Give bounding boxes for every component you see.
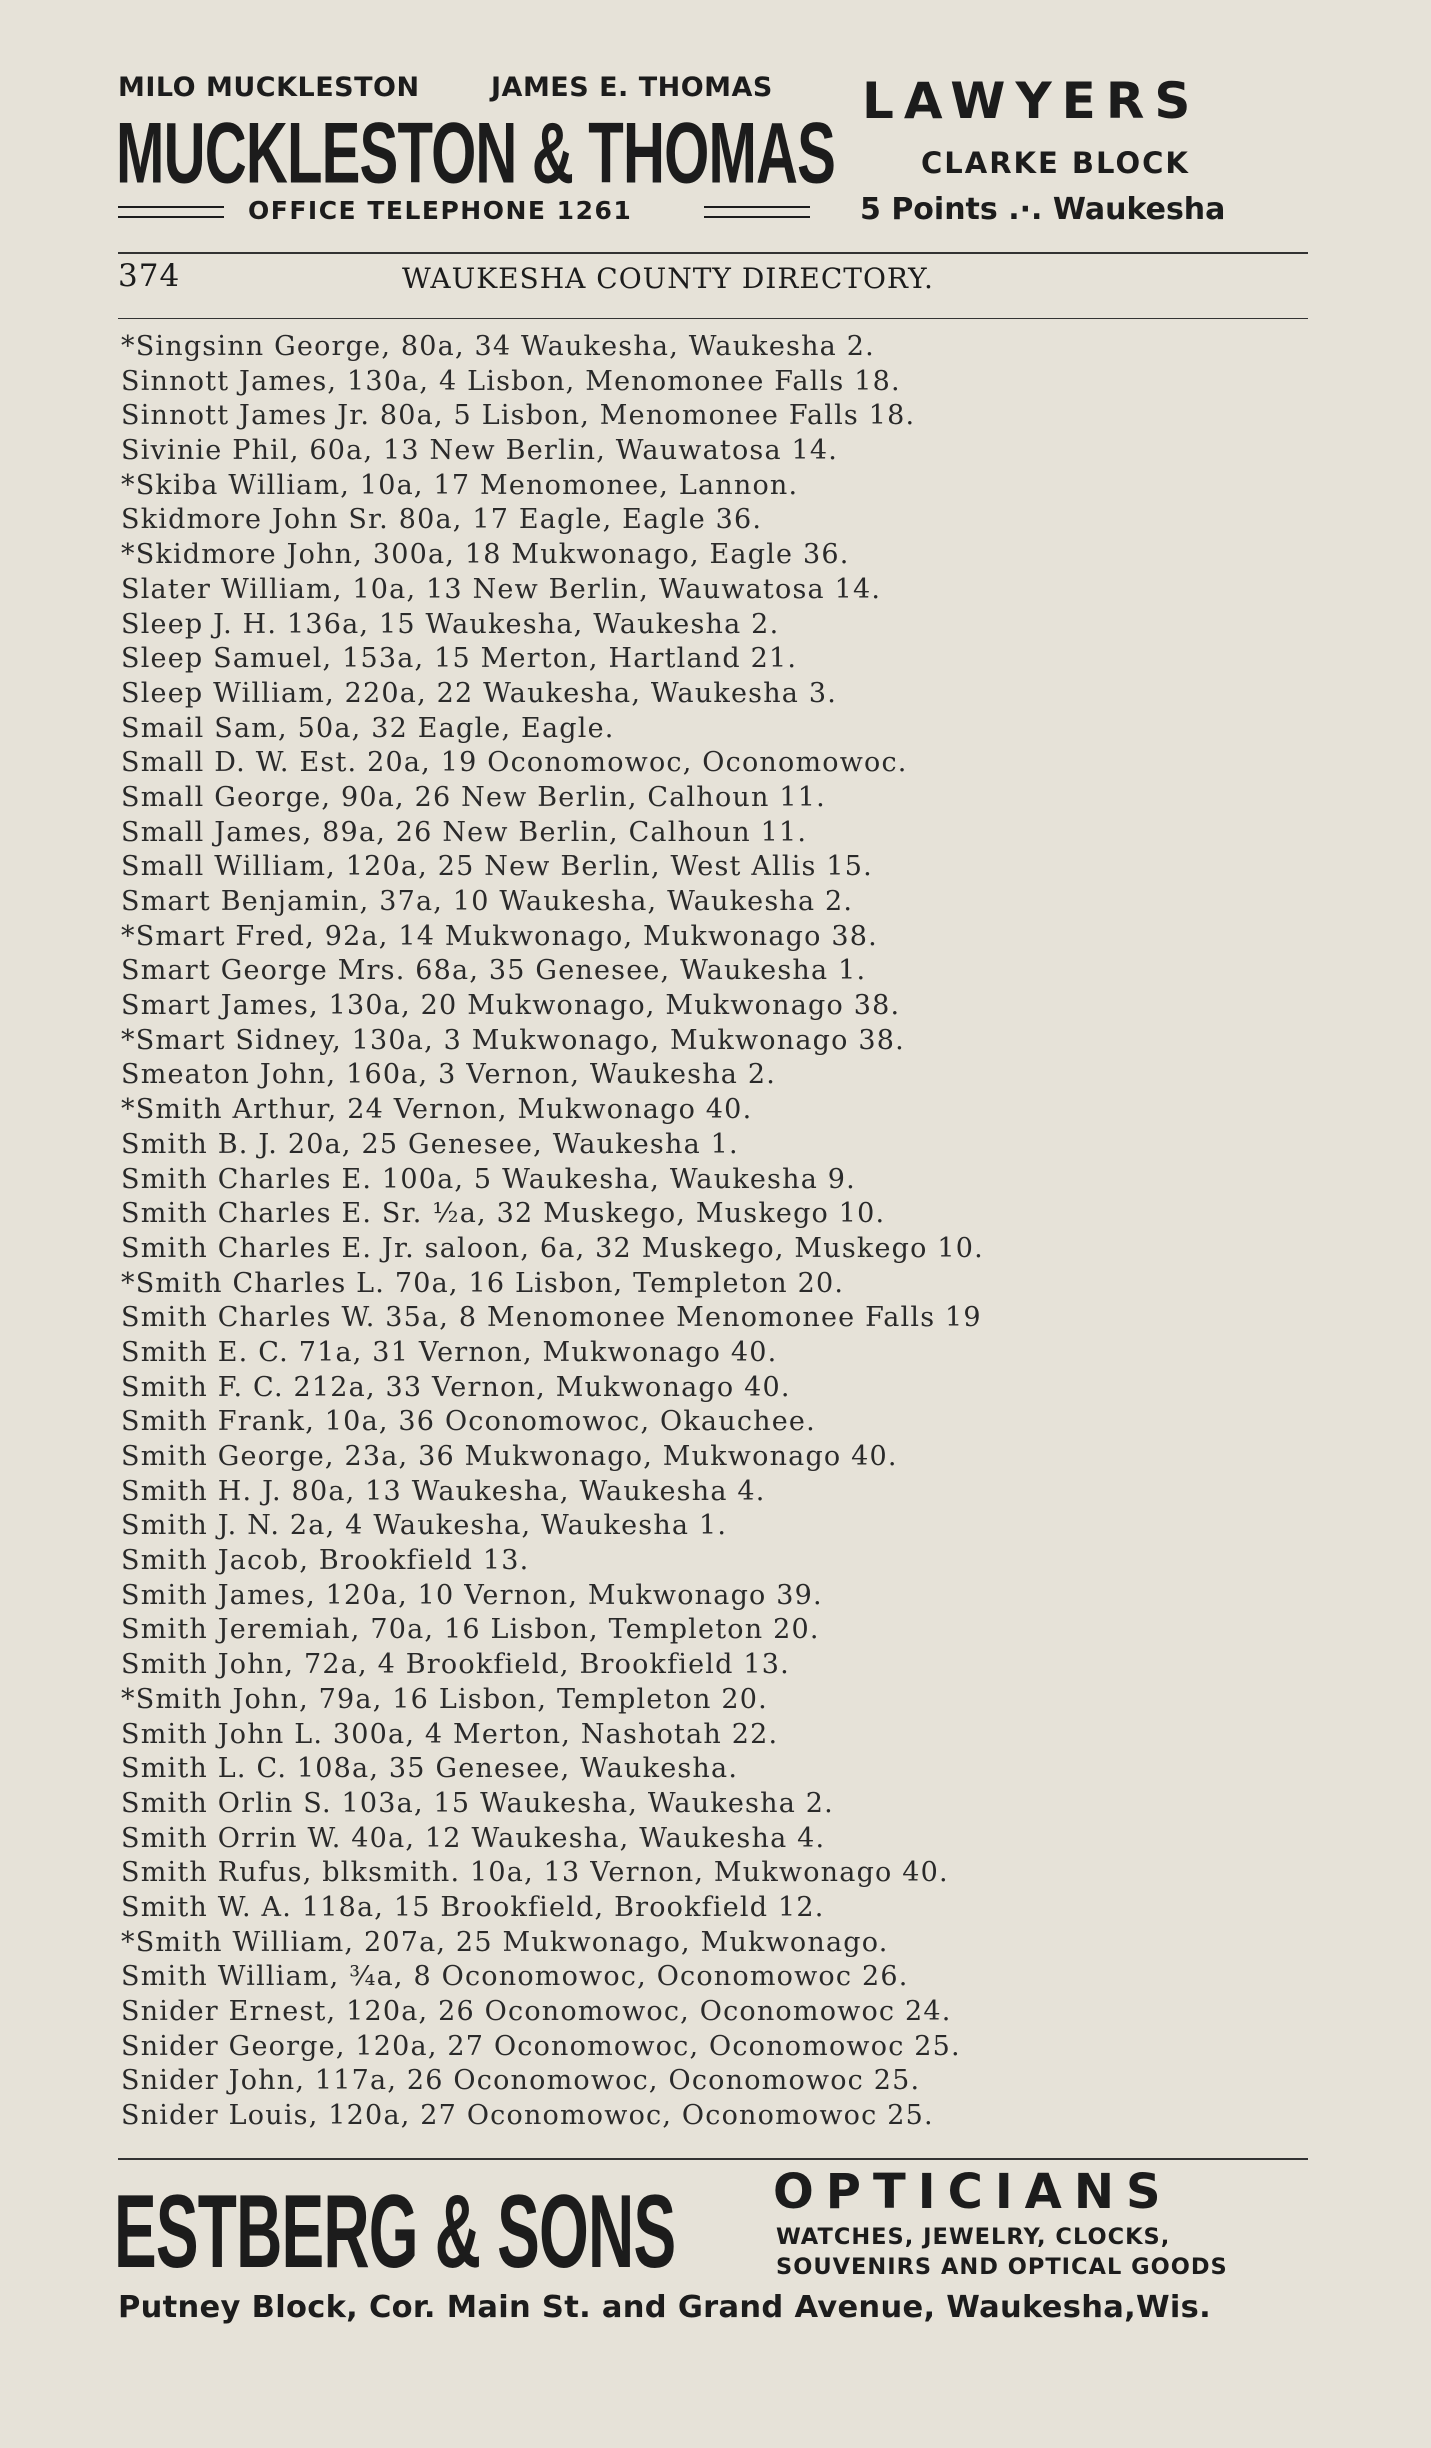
- directory-entry: *Smith William, 207a, 25 Mukwonago, Mukwonago.: [121, 1926, 889, 1958]
- directory-entry: Smart James, 130a, 20 Mukwonago, Mukwonago 38.: [121, 990, 901, 1022]
- directory-entry: Smith Orlin S. 103a, 15 Waukesha, Waukesha 2.: [121, 1787, 834, 1819]
- header-rule-bottom: [118, 318, 1308, 319]
- page-number: 374: [118, 258, 181, 294]
- directory-entry: Sinnott James Jr. 80a, 5 Lisbon, Menomonee Falls 18.: [121, 400, 916, 432]
- directory-entry: Sinnott James, 130a, 4 Lisbon, Menomonee Falls 18.: [121, 365, 901, 397]
- directory-entry: Smith Charles E. 100a, 5 Waukesha, Waukesha 9.: [121, 1163, 856, 1195]
- directory-entry: *Smart Fred, 92a, 14 Mukwonago, Mukwonago 38.: [121, 920, 878, 952]
- directory-entry: Smith F. C. 212a, 33 Vernon, Mukwonago 40.: [121, 1371, 791, 1403]
- directory-entry: Smith John L. 300a, 4 Merton, Nashotah 22.: [121, 1718, 779, 1750]
- directory-entry: Small James, 89a, 26 New Berlin, Calhoun 11.: [121, 816, 808, 848]
- directory-entry: Smith H. J. 80a, 13 Waukesha, Waukesha 4.: [121, 1475, 766, 1507]
- directory-title: WAUKESHA COUNTY DIRECTORY.: [402, 262, 934, 295]
- directory-entry: Smith John, 72a, 4 Brookfield, Brookfield 13.: [121, 1649, 790, 1681]
- running-header: [118, 258, 1308, 308]
- directory-entry: *Smith John, 79a, 16 Lisbon, Templeton 20.: [121, 1683, 768, 1715]
- directory-entry: Smith Orrin W. 40a, 12 Waukesha, Waukesha 4.: [121, 1822, 826, 1854]
- directory-entry: *Smart Sidney, 130a, 3 Mukwonago, Mukwonago 38.: [121, 1024, 905, 1056]
- double-rule-left: [118, 206, 224, 218]
- directory-entry: Small William, 120a, 25 New Berlin, West Allis 15.: [121, 851, 873, 883]
- directory-entry: Smith Jacob, Brookfield 13.: [121, 1545, 530, 1577]
- directory-entry: Smith Charles W. 35a, 8 Menomonee Menomonee Falls 19: [121, 1302, 982, 1334]
- directory-entry: Smith L. C. 108a, 35 Genesee, Waukesha.: [121, 1753, 739, 1785]
- opticians-advertisement: [114, 2164, 1318, 2342]
- directory-entry: Snider Ernest, 120a, 26 Oconomowoc, Oconomowoc 24.: [121, 1996, 952, 2027]
- partner-name: MILO MUCKLESTON: [118, 72, 420, 103]
- directory-entry: Smith James, 120a, 10 Vernon, Mukwonago 39.: [121, 1579, 823, 1611]
- directory-entry: Smith Frank, 10a, 36 Oconomowoc, Okauchee.: [121, 1406, 816, 1438]
- directory-entry: Smith Jeremiah, 70a, 16 Lisbon, Templeton 20.: [121, 1614, 820, 1646]
- partner-name: JAMES E. THOMAS: [491, 72, 773, 103]
- directory-entry: Smith B. J. 20a, 25 Genesee, Waukesha 1.: [121, 1128, 739, 1160]
- directory-entry: Smart Benjamin, 37a, 10 Waukesha, Waukesha 2.: [121, 886, 854, 917]
- goods-line: SOUVENIRS AND OPTICAL GOODS: [776, 2254, 1228, 2280]
- directory-listing: [121, 330, 1321, 2134]
- directory-entry: Sivinie Phil, 60a, 13 New Berlin, Wauwatosa 14.: [121, 435, 839, 467]
- directory-entry: Slater William, 10a, 13 New Berlin, Wauwatosa 14.: [121, 573, 882, 605]
- optician-profession: OPTICIANS: [773, 2164, 1173, 2220]
- lawyers-advertisement: [118, 68, 1318, 238]
- directory-entry: Smith Charles E. Jr. saloon, 6a, 32 Muskego, Muskego 10.: [121, 1232, 984, 1264]
- directory-entry: Snider George, 120a, 27 Oconomowoc, Oconomowoc 25.: [121, 2030, 961, 2062]
- directory-entry: Smith Charles E. Sr. ½a, 32 Muskego, Muskego 10.: [121, 1198, 886, 1230]
- law-firm-name: MUCKLESTON & THOMAS: [116, 105, 836, 202]
- telephone-line: [118, 196, 808, 236]
- directory-entry: Snider Louis, 120a, 27 Oconomowoc, Oconomowoc 25.: [121, 2100, 934, 2132]
- partner-names: [118, 72, 808, 103]
- profession-heading: LAWYERS: [862, 72, 1201, 130]
- directory-entry: Snider John, 117a, 26 Oconomowoc, Oconomowoc 25.: [121, 2065, 921, 2097]
- optician-address: Putney Block, Cor. Main St. and Grand Avenue, Waukesha,Wis.: [118, 2290, 1212, 2325]
- double-rule-right: [704, 206, 810, 218]
- directory-entry: Smith William, ¾a, 8 Oconomowoc, Oconomowoc 26.: [121, 1961, 909, 1993]
- office-location: 5 Points .·. Waukesha: [860, 192, 1226, 227]
- directory-entry: Smith E. C. 71a, 31 Vernon, Mukwonago 40.: [121, 1336, 778, 1368]
- directory-entry: Smith W. A. 118a, 15 Brookfield, Brookfield 12.: [121, 1891, 825, 1923]
- directory-entry: Smail Sam, 50a, 32 Eagle, Eagle.: [121, 712, 615, 744]
- directory-entry: *Skiba William, 10a, 17 Menomonee, Lannon.: [121, 469, 799, 501]
- directory-entry: Smith J. N. 2a, 4 Waukesha, Waukesha 1.: [121, 1510, 728, 1542]
- directory-entry: *Skidmore John, 300a, 18 Mukwonago, Eagle 36.: [121, 539, 850, 571]
- header-rule-top: [118, 252, 1308, 254]
- directory-entry: Sleep William, 220a, 22 Waukesha, Waukesha 3.: [121, 677, 838, 709]
- directory-entry: *Singsinn George, 80a, 34 Waukesha, Waukesha 2.: [121, 331, 875, 362]
- footer-rule: [118, 2158, 1308, 2160]
- directory-entry: Smith Rufus, blksmith. 10a, 13 Vernon, Mukwonago 40.: [121, 1857, 949, 1889]
- directory-entry: Small D. W. Est. 20a, 19 Oconomowoc, Oconomowoc.: [121, 747, 908, 779]
- optician-firm-name: ESTBERG & SONS: [114, 2173, 676, 2289]
- office-telephone: OFFICE TELEPHONE 1261: [248, 196, 633, 225]
- directory-entry: *Smith Arthur, 24 Vernon, Mukwonago 40.: [121, 1094, 753, 1126]
- directory-entry: Smart George Mrs. 68a, 35 Genesee, Waukesha 1.: [121, 955, 867, 987]
- directory-entry: Smeaton John, 160a, 3 Vernon, Waukesha 2.: [121, 1059, 777, 1091]
- directory-entry: Skidmore John Sr. 80a, 17 Eagle, Eagle 36.: [121, 504, 763, 536]
- directory-entry: *Smith Charles L. 70a, 16 Lisbon, Templeton 20.: [121, 1267, 845, 1299]
- directory-entry: Sleep Samuel, 153a, 15 Merton, Hartland 21.: [121, 643, 798, 675]
- directory-entry: Sleep J. H. 136a, 15 Waukesha, Waukesha 2.: [121, 608, 780, 640]
- goods-line: WATCHES, JEWELRY, CLOCKS,: [776, 2224, 1171, 2250]
- building-name: CLARKE BLOCK: [921, 146, 1190, 180]
- directory-entry: Smith George, 23a, 36 Mukwonago, Mukwonago 40.: [121, 1441, 898, 1472]
- directory-entry: Small George, 90a, 26 New Berlin, Calhoun 11.: [121, 781, 826, 813]
